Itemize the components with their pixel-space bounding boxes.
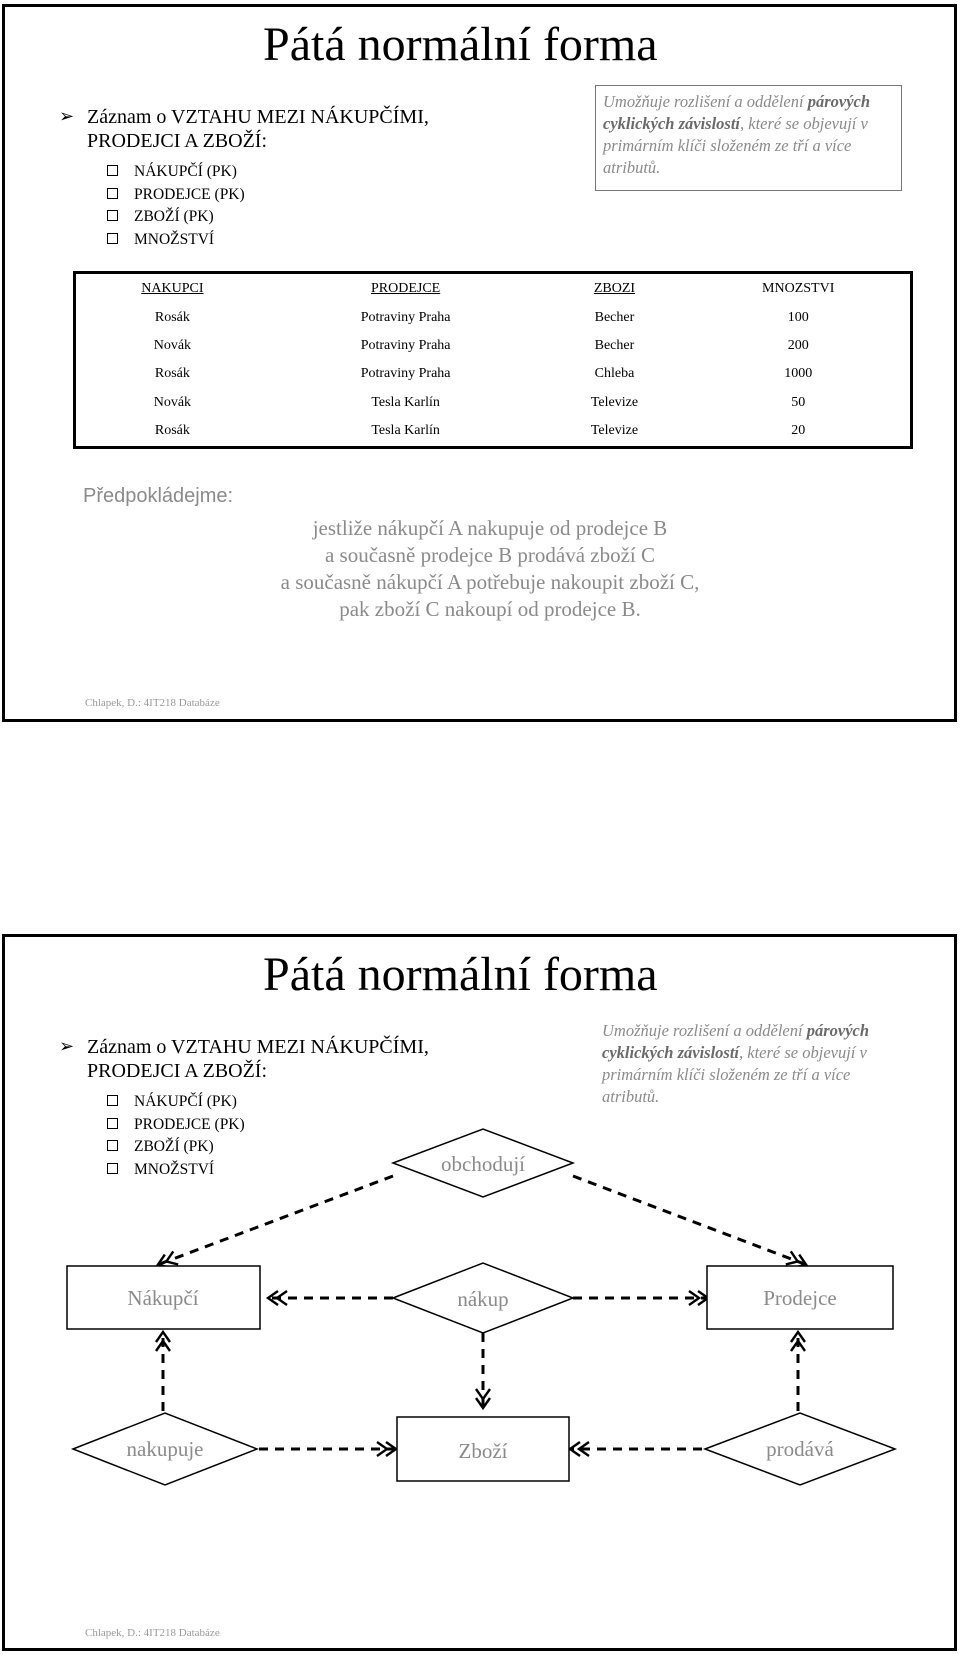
svg-text:Zboží: Zboží xyxy=(458,1439,508,1463)
table-row: Rosák Tesla Karlín Televize 20 xyxy=(154,423,806,439)
attribute-item: NÁKUPČÍ (PK) xyxy=(107,161,245,184)
attribute-list xyxy=(107,161,245,251)
attribute-item: MNOŽSTVÍ xyxy=(107,1159,245,1182)
definition-note: Umožňuje rozlišení a oddělení párových cyklických závislostí, které se objevují v primárním klíči složeném ze tří a více atributů. xyxy=(595,85,902,191)
arrow-bullet-icon: ➢ xyxy=(59,1036,75,1056)
attribute-item: ZBOŽÍ (PK) xyxy=(107,206,245,229)
connector-obchoduji-prodejce xyxy=(573,1176,807,1265)
checkbox-icon xyxy=(107,188,118,199)
attribute-item: PRODEJCE (PK) xyxy=(107,184,245,207)
checkbox-icon xyxy=(107,165,118,176)
record-title: Záznam o VZTAHU MEZI NÁKUPČÍMI, PRODEJCI A ZBOŽÍ: xyxy=(87,1036,429,1082)
table-row: Novák Tesla Karlín Televize 50 xyxy=(153,394,806,410)
relationship-nakup xyxy=(393,1263,573,1333)
slide-2 xyxy=(2,934,957,1651)
table-row: Rosák Potraviny Praha Chleba 1000 xyxy=(154,366,813,382)
checkbox-icon xyxy=(107,233,118,244)
record-title: Záznam o VZTAHU MEZI NÁKUPČÍMI, PRODEJCI A ZBOŽÍ: xyxy=(87,106,429,152)
relationship-obchoduji xyxy=(393,1129,573,1197)
attribute-item: NÁKUPČÍ (PK) xyxy=(107,1091,245,1114)
definition-note: Umožňuje rozlišení a oddělení párových cyklických závislostí, které se objevují v primárním klíči složeném ze tří a více atributů. xyxy=(602,1021,870,1106)
checkbox-icon xyxy=(107,210,118,221)
attribute-item: MNOŽSTVÍ xyxy=(107,229,245,252)
assumption-text: jestliže nákupčí A nakupuje od prodejce B a současně prodejce B prodává zboží C a současně nákupčí A potřebuje nakoupit zboží C, pak zboží C nakoupí od prodejce B. xyxy=(280,516,700,621)
attribute-item: PRODEJCE (PK) xyxy=(107,1114,245,1137)
column-header: NAKUPCI xyxy=(141,281,204,296)
svg-text:obchodují: obchodují xyxy=(441,1152,525,1176)
attribute-item: ZBOŽÍ (PK) xyxy=(107,1136,245,1159)
column-header: PRODEJCE xyxy=(371,281,441,296)
entity-prodejce xyxy=(707,1266,893,1329)
table-row: Rosák Potraviny Praha Becher 100 xyxy=(154,310,809,326)
relationship-nakupuje xyxy=(73,1413,257,1485)
svg-text:nákup: nákup xyxy=(457,1287,509,1311)
data-table xyxy=(73,271,913,449)
slide-footer: Chlapek, D.: 4IT218 Databáze xyxy=(85,697,220,709)
slide-title: Pátá normální forma xyxy=(263,948,658,1001)
svg-text:nakupuje: nakupuje xyxy=(126,1437,204,1461)
slide-footer: Chlapek, D.: 4IT218 Databáze xyxy=(85,1627,220,1639)
er-diagram xyxy=(5,937,955,1647)
svg-text:prodává: prodává xyxy=(766,1437,834,1461)
entity-nakupci xyxy=(67,1266,260,1329)
slide-title: Pátá normální forma xyxy=(263,18,658,71)
table-row: Novák Potraviny Praha Becher 200 xyxy=(153,338,809,354)
svg-text:Nákupčí: Nákupčí xyxy=(127,1286,199,1310)
arrow-bullet-icon: ➢ xyxy=(59,106,75,126)
connector-obchoduji-nakupci xyxy=(157,1176,393,1265)
table-header-row xyxy=(75,273,912,305)
slide-1 xyxy=(2,4,957,722)
svg-text:Prodejce: Prodejce xyxy=(763,1286,837,1310)
relationship-prodava xyxy=(705,1413,895,1485)
entity-zbozi xyxy=(397,1417,569,1481)
column-header: MNOZSTVI xyxy=(762,281,835,296)
assumption-label: Předpokládejme: xyxy=(83,485,234,507)
column-header: ZBOZI xyxy=(593,281,636,296)
